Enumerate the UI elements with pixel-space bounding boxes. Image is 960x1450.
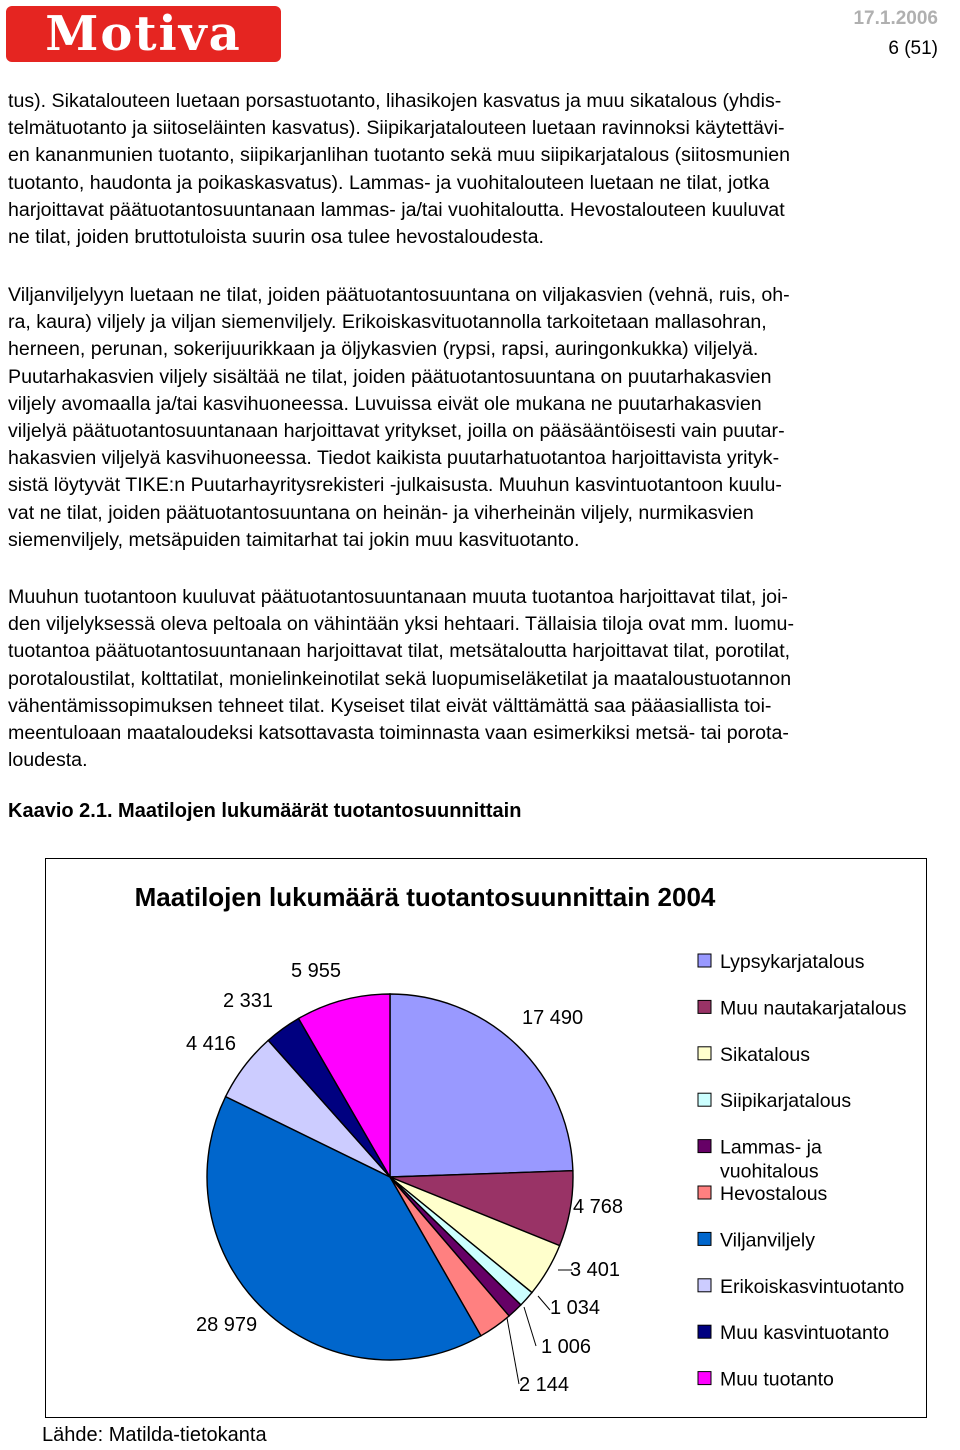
legend-label: Muu nautakarjatalous xyxy=(720,997,907,1020)
text-line: tuotanto, haudonta ja poikaskasvatus). Lammas- ja vuohitalouteen luetaan ne tilat, jotka xyxy=(8,171,770,194)
text-line: Viljanviljelyyn luetaan ne tilat, joiden päätuotantosuuntana on viljakasvien (vehnä, ruis, oh- xyxy=(8,284,790,306)
leader-line xyxy=(524,1307,536,1346)
text-line: viljelyä päätuotantosuuntanaan harjoittavat yritykset, joilla on pääsääntöisesti vain puutar- xyxy=(8,420,785,443)
legend-label: Lammas- ja vuohitalous xyxy=(720,1136,822,1183)
data-label: 2 331 xyxy=(223,990,274,1012)
legend-swatch xyxy=(698,1279,711,1292)
data-label: 4 416 xyxy=(186,1033,237,1055)
data-label: 1 034 xyxy=(550,1297,601,1319)
text-line: viljely avomaalla ja/tai kasvihuoneessa. Luvuissa eivät ole mukana ne puutarhakasvien xyxy=(8,392,762,415)
legend-label: Lypsykarjatalous xyxy=(720,951,865,973)
data-label: 1 006 xyxy=(541,1336,592,1358)
legend-swatch xyxy=(698,1000,711,1013)
text-line: tuotantoa päätuotantosuuntanaan harjoittavat tilat, metsätaloutta harjoittavat tilat, porotilat, xyxy=(8,640,791,663)
chart-title: Maatilojen lukumäärä tuotantosuunnittain 2004 xyxy=(134,882,716,912)
legend-swatch xyxy=(698,1186,711,1199)
legend-swatch xyxy=(698,1047,711,1060)
legend-label: Siipikarjatalous xyxy=(720,1090,852,1113)
text-line: harjoittavat päätuotantosuuntanaan lammas- ja/tai vuohitaloutta. Hevostalouteen kuuluvat xyxy=(8,198,785,221)
text-line: vähentämissopimuksen tehneet tilat. Kyseiset tilat eivät välttämättä saa pääasiallista toi- xyxy=(8,694,772,717)
legend-swatch xyxy=(698,1140,711,1153)
legend-swatch xyxy=(698,1372,711,1385)
leader-line xyxy=(538,1296,550,1310)
data-label: 28 979 xyxy=(196,1314,258,1336)
text-line: herneen, perunan, sokerijuurikkaan ja öljykasvien (rypsi, rapsi, auringonkukka) viljelyä. xyxy=(8,338,759,361)
legend-swatch xyxy=(698,1232,711,1245)
page-number: 6 (51) xyxy=(888,38,938,59)
text-line: loudesta. xyxy=(8,749,88,772)
data-label: 17 490 xyxy=(522,1007,584,1029)
text-line: telmätuotanto ja siitoseläinten kasvatus). Siipikarjatalouteen luetaan ravinnoksi käytettävi- xyxy=(8,117,785,140)
text-line: ne tilat, joiden bruttotuloista suurin osa tulee hevostaloudesta. xyxy=(8,226,544,249)
data-label: 2 144 xyxy=(519,1374,570,1396)
legend-label: Viljanviljely xyxy=(720,1229,816,1252)
text-line: meentuloaan maataloudeksi katsottavasta toiminnasta vaan esimerkiksi metsä- tai porota- xyxy=(8,722,789,745)
legend-swatch xyxy=(698,1325,711,1338)
legend-swatch xyxy=(698,954,711,967)
text-line: tus). Sikatalouteen luetaan porsastuotanto, lihasikojen kasvatus ja muu sikatalous (yhdis- xyxy=(8,90,782,112)
document-date: 17.1.2006 xyxy=(853,8,938,29)
figure-caption: Kaavio 2.1. Maatilojen lukumäärät tuotantosuunnittain xyxy=(8,800,522,822)
text-line: ra, kaura) viljely ja viljan siemenviljely. Erikoiskasvituotannolla tarkoitetaan mallasohran, xyxy=(8,311,767,334)
logo-text: Motiva xyxy=(45,6,242,62)
text-line: Muuhun tuotantoon kuuluvat päätuotantosuuntanaan muuta tuotantoa harjoittavat tilat, joi- xyxy=(8,586,788,608)
text-line: Puutarhakasvien viljely sisältää ne tilat, joiden päätuotantosuuntana on puutarhakasvien xyxy=(8,365,772,388)
legend-label: Erikoiskasvintuotanto xyxy=(720,1275,905,1298)
text-line: sistä löytyvät TIKE:n Puutarhayritysrekisteri -julkaisusta. Muuhun kasvintuotantoon kuulu- xyxy=(8,474,782,497)
legend-label: Sikatalous xyxy=(720,1043,810,1066)
leader-line xyxy=(507,1318,519,1384)
text-line: porotaloustilat, kolttatilat, monielinkeinotilat sekä luopumiseläketilat ja maataloustuotannon xyxy=(8,667,792,690)
data-label: 3 401 xyxy=(570,1259,621,1281)
legend-label: Muu kasvintuotanto xyxy=(720,1322,890,1345)
legend-label: Hevostalous xyxy=(720,1183,828,1205)
source-note: Lähde: Matilda-tietokanta xyxy=(42,1424,267,1446)
data-label: 5 955 xyxy=(291,960,342,982)
text-line: siemenviljely, metsäpuiden taimitarhat tai jokin muu kasvituotanto. xyxy=(8,528,580,551)
legend-label: Muu tuotanto xyxy=(720,1368,834,1391)
data-label: 4 768 xyxy=(573,1196,624,1218)
text-line: en kananmunien tuotanto, siipikarjanlihan tuotanto sekä muu siipikarjatalous (siitosmunien xyxy=(8,144,791,167)
text-line: den viljelyksessä oleva peltoala on vähintään yksi hehtaari. Tällaisia tiloja ovat mm. luomu- xyxy=(8,613,794,636)
text-line: hakasvien viljelyä kasvihuoneessa. Tiedot kaikista puutarhatuotantoa harjoittavista yrityk- xyxy=(8,447,780,470)
legend-swatch xyxy=(698,1093,711,1106)
text-line: vat ne tilat, joiden päätuotantosuuntana on heinän- ja viherheinän viljely, nurmikasvien xyxy=(8,501,754,524)
